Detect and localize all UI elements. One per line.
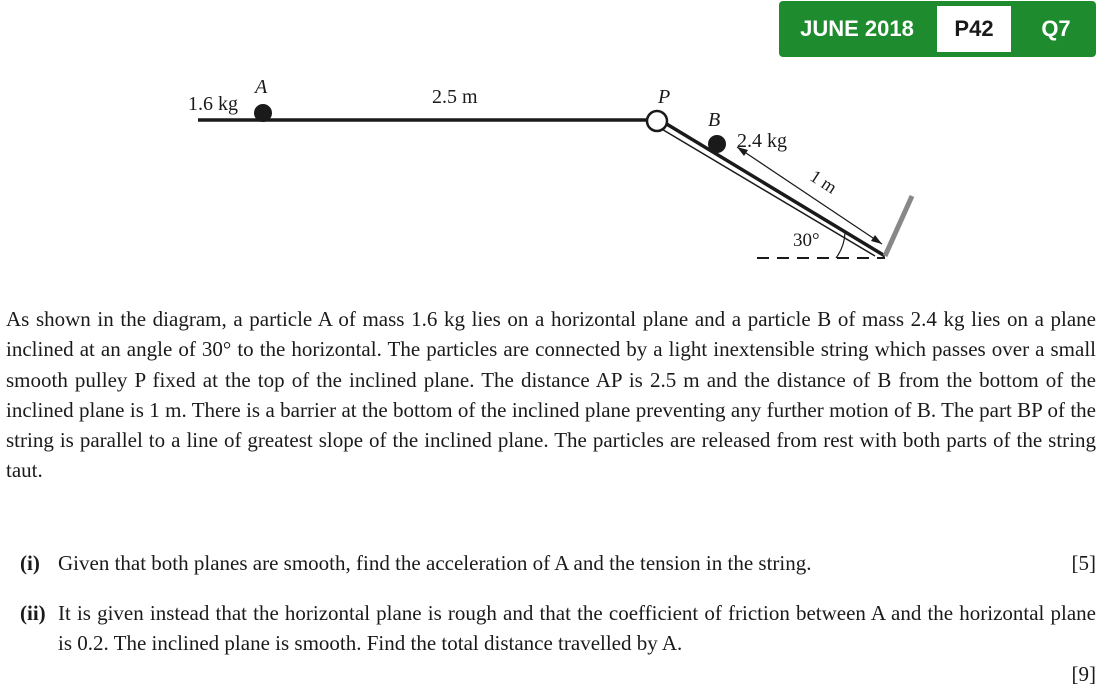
paper-code-label: P42	[937, 6, 1011, 52]
label-b: B	[708, 109, 721, 131]
question-intro-text: As shown in the diagram, a particle A of mass 1.6 kg lies on a horizontal plane and a particle B of mass 2.4 kg lies on a plane inclined at an angle of 30° to the horizontal. The particles are connected by a light inextensible string which passes over a small smooth pulley P fixed at the top of the inclined plane. The distance AP is 2.5 m and the distance of B from the bottom of the inclined plane is 1 m. There is a barrier at the bottom of the inclined plane preventing any further motion of B. The part BP of the string is parallel to a line of greatest slope of the inclined plane. The particles are released from rest with both parts of the string taut.	[6, 307, 1096, 483]
exam-date-label: JUNE 2018	[800, 16, 914, 41]
question-reference-badge	[779, 1, 1096, 57]
question-number-label: Q7	[1041, 16, 1071, 41]
barrier	[885, 196, 912, 256]
mass-a-label: 1.6 kg	[188, 93, 238, 115]
label-a: A	[255, 76, 268, 98]
part-i-marks: [5]	[1071, 551, 1096, 575]
distance-ap-label: 2.5 m	[432, 86, 478, 108]
pulley-diagram	[0, 60, 1100, 270]
part-i-text: Given that both planes are smooth, find the acceleration of A and the tension in the string.	[58, 551, 812, 575]
question-part-ii	[6, 598, 1096, 690]
pulley-p	[647, 111, 667, 131]
part-ii-text: It is given instead that the horizontal plane is rough and that the coefficient of friction between A and the horizontal plane is 0.2. The inclined plane is smooth. Find the total distance travelled by A.	[58, 601, 1096, 656]
label-p: P	[658, 86, 671, 108]
part-i-label: (i)	[20, 551, 40, 575]
distance-arrow-head-bottom	[871, 235, 882, 244]
distance-b-bottom-label: 1 m	[806, 165, 841, 198]
part-ii-marks: [9]	[1071, 662, 1096, 686]
angle-label: 30°	[793, 230, 820, 251]
part-ii-label: (ii)	[20, 601, 46, 625]
particle-b	[708, 135, 726, 153]
question-part-i	[6, 548, 1096, 579]
particle-a	[254, 104, 272, 122]
mass-b-label: 2.4 kg	[737, 130, 787, 152]
